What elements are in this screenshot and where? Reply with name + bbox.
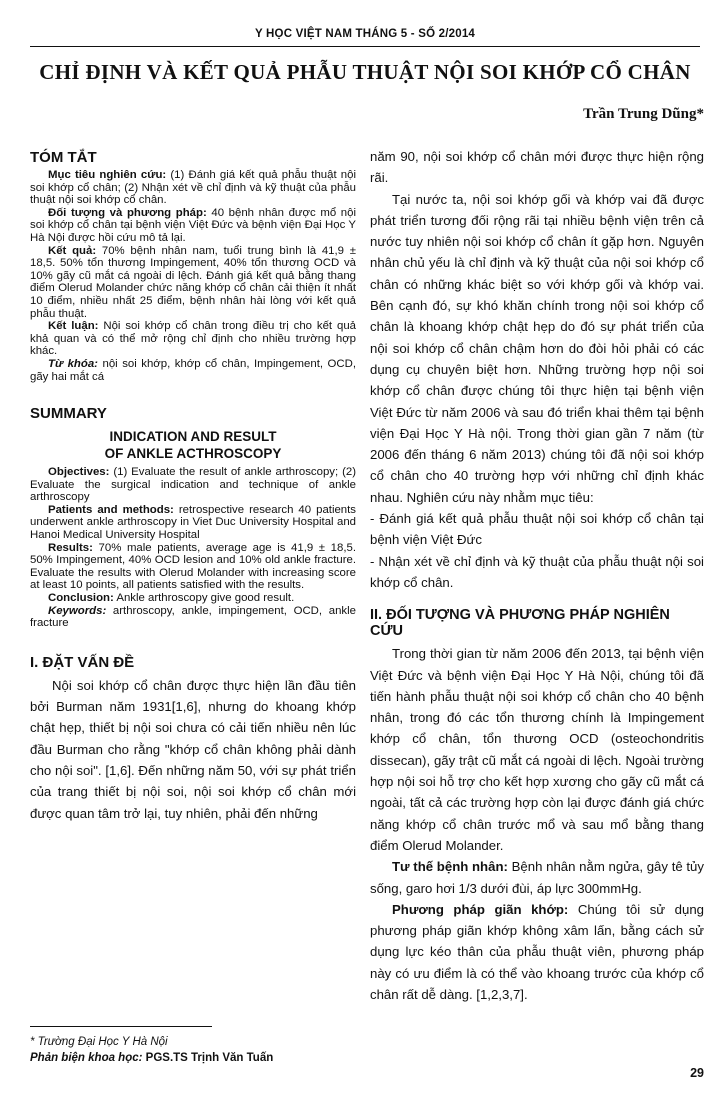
section1-para2: Tại nước ta, nội soi khớp gối và khớp vai đã được phát triển tương đối rộng rãi tại nhiều bệnh viện trên cả nước tuy nhiên nội soi khớp cổ chân ít gặp hơn. Nguyên nhân chủ yếu là chỉ định và kỹ thuật của nội soi khớp cổ chân có những khác biệt so với khớp gối và khớp vai. Bên cạnh đó, sự khó khăn chính trong nội soi khớp cổ chân là khoang khớp chật hẹp do đó sự phát triển của nội soi khớp cổ chân chậm hơn do đòi hỏi phải có các dụng cụ chuyên biệt hơn. Những trường hợp nội soi khớp cổ chân được chúng tôi thực hiện tại bệnh viện Việt Đức từ năm 2006 và sau đó triển khai thêm tại bệnh viện Đại Học Y Hà nội. Trong thời gian gần 7 năm (từ 2006 đến tháng 6 năm 2013) chúng tôi đã nội soi khớp cổ chân cho 40 trường hợp với những chỉ định khác nhau. Nghiên cứu này nhằm mục tiêu: xyxy=(370,191,704,505)
summary-conclusion: Conclusion: Ankle arthroscopy give good result. xyxy=(48,592,295,605)
summary-heading: SUMMARY xyxy=(30,405,107,423)
footnote-affiliation: * Trường Đại Học Y Hà Nội xyxy=(30,1036,168,1048)
section1-heading: I. ĐẶT VẤN ĐỀ xyxy=(30,653,135,671)
page-number: 29 xyxy=(690,1066,704,1080)
tomtat-objectives: Mục tiêu nghiên cứu: (1) Đánh giá kết quả phẫu thuật nội soi khớp cổ chân; (2) Nhận xét về chỉ định và kỹ thuật của phẫu thuật nội soi khớp cổ chân. xyxy=(30,169,356,207)
footnote-reviewer: Phản biện khoa học: PGS.TS Trịnh Văn Tuấn xyxy=(30,1052,274,1064)
section1-continued xyxy=(370,146,704,593)
summary-title: INDICATION AND RESULT OF ANKLE ACTHROSCOPY xyxy=(104,429,282,462)
tomtat-heading: TÓM TẮT xyxy=(30,149,97,166)
section2-distraction: Phương pháp giãn khớp: Chúng tôi sử dụng phương pháp giãn khớp không xâm lấn, bằng cách sử dụng lực kéo thân của phẫu thuật viên, phương pháp này có ưu điểm là có thể vào khoang trước của khớp cổ chân rất dễ dàng. [1,2,3,7]. xyxy=(370,901,704,1002)
paper-title: CHỈ ĐỊNH VÀ KẾT QUẢ PHẪU THUẬT NỘI SOI KHỚP CỔ CHÂN xyxy=(39,60,691,84)
section2-para1: Trong thời gian từ năm 2006 đến 2013, tại bệnh viện Việt Đức và bệnh viện Đại Học Y Hà Nội, chúng tôi đã tiến hành phẫu thuật nội soi khớp cổ chân cho 40 bệnh nhân, trong đó các tổn thương chính là Impingement khớp cổ chân, tổn thương OCD (osteochondritis dissecan), gãy trật cũ mắt cá ngoài di lệch. Ngoài trường hợp nội soi hỗ trợ cho kết hợp xương cho gãy cũ mắt cá ngoài, tất cả các trường hợp còn lại được đánh giá chức năng khớp cổ chân trước mổ và sau mổ bằng thang điểm Olerud Molander. xyxy=(370,646,704,853)
summary-objectives: Objectives: (1) Evaluate the result of ankle arthroscopy; (2) Evaluate the surgical indication and technique of ankle arthroscopy xyxy=(30,466,356,504)
section1-objective2: - Nhận xét về chỉ định và kỹ thuật của phẫu thuật nội soi khớp cổ chân. xyxy=(370,553,704,590)
footnote xyxy=(30,1034,360,1066)
section2-position: Tư thế bệnh nhân: Bệnh nhân nằm ngửa, gây tê tủy sống, garo hơi 1/3 dưới đùi, áp lực 300mmHg. xyxy=(370,859,704,896)
summary-results: Results: 70% male patients, average age is 41,9 ± 18,5. 50% Impingement, 40% OCD lesion and 10% old ankle fracture. Evaluate the results with Olerud Molander with increasing score at least 10 points, all patients satisfied with the results. xyxy=(30,541,356,592)
footnote-rule xyxy=(30,1026,212,1027)
header-rule xyxy=(30,46,700,47)
summary-methods: Patients and methods: retrospective research 40 patients underwent ankle arthroscopy in Viet Duc University Hospital and Hanoi Medical University Hospital xyxy=(30,503,357,542)
journal-header: Y HỌC VIỆT NAM THÁNG 5 - SỐ 2/2014 xyxy=(254,28,476,40)
tomtat-conclusion: Kết luận: Nội soi khớp cổ chân trong điều trị cho kết quả khả quan và có thể mở rộng chỉ định cho nhiều trường hợp khác. xyxy=(30,320,356,358)
right-column xyxy=(370,146,704,1005)
author: Trần Trung Dũng* xyxy=(583,106,704,122)
summary-keywords: Keywords: arthroscopy, ankle, impingement, OCD, ankle fracture xyxy=(30,604,356,630)
tomtat-results: Kết quả: 70% bệnh nhân nam, tuổi trung bình là 41,9 ± 18,5. 50% tổn thương Impingement, 40% tổn thương OCD và 10% gãy cũ mắt cá ngoài di lệch. Đánh giá kết quả bằng thang điểm Olerud Molander chức năng khớp cổ chân cải thiện ít nhất 10 điểm, nhiều nhất 25 điểm, bệnh nhân hài lòng với kết quả phẫu thuật. xyxy=(30,244,356,320)
section1-para1: Nội soi khớp cổ chân được thực hiện lần đầu tiên bởi Burman năm 1931[1,6], nhưng do khoang khớp chật hẹp, thiết bị nội soi chưa có cải tiến nhiều nên lúc đầu Burman cho rằng "khớp cổ chân không phải dành cho nội soi". [1,6]. Đến những năm 50, với sự phát triển của trang thiết bị nội soi, nội soi khớp cổ chân mới được quan tâm trở lại, tuy nhiên, phải đến những xyxy=(30,677,356,821)
section2-heading: II. ĐỐI TƯỢNG VÀ PHƯƠNG PHÁP NGHIÊN CỨU xyxy=(370,607,670,640)
tomtat-abstract xyxy=(30,169,356,383)
section1-para1-cont: năm 90, nội soi khớp cổ chân mới được thực hiện rộng rãi. xyxy=(370,149,704,186)
section1-objective1: - Đánh giá kết quả phẫu thuật nội soi khớp cổ chân tại bệnh viện Việt Đức xyxy=(370,511,704,548)
section1-body xyxy=(30,675,356,824)
left-column xyxy=(30,146,356,824)
tomtat-keywords: Từ khóa: nội soi khớp, khớp cổ chân, Impingement, OCD, gãy hai mắt cá xyxy=(30,357,357,383)
summary-abstract xyxy=(30,466,356,630)
tomtat-methods: Đối tượng và phương pháp: 40 bệnh nhân được mổ nội soi khớp cổ chân tại bệnh viện Việt Đức và bệnh viện Đại Học Y Hà Nội được hồi cứu mô tả lại. xyxy=(30,206,356,244)
section2-body xyxy=(370,643,704,1005)
